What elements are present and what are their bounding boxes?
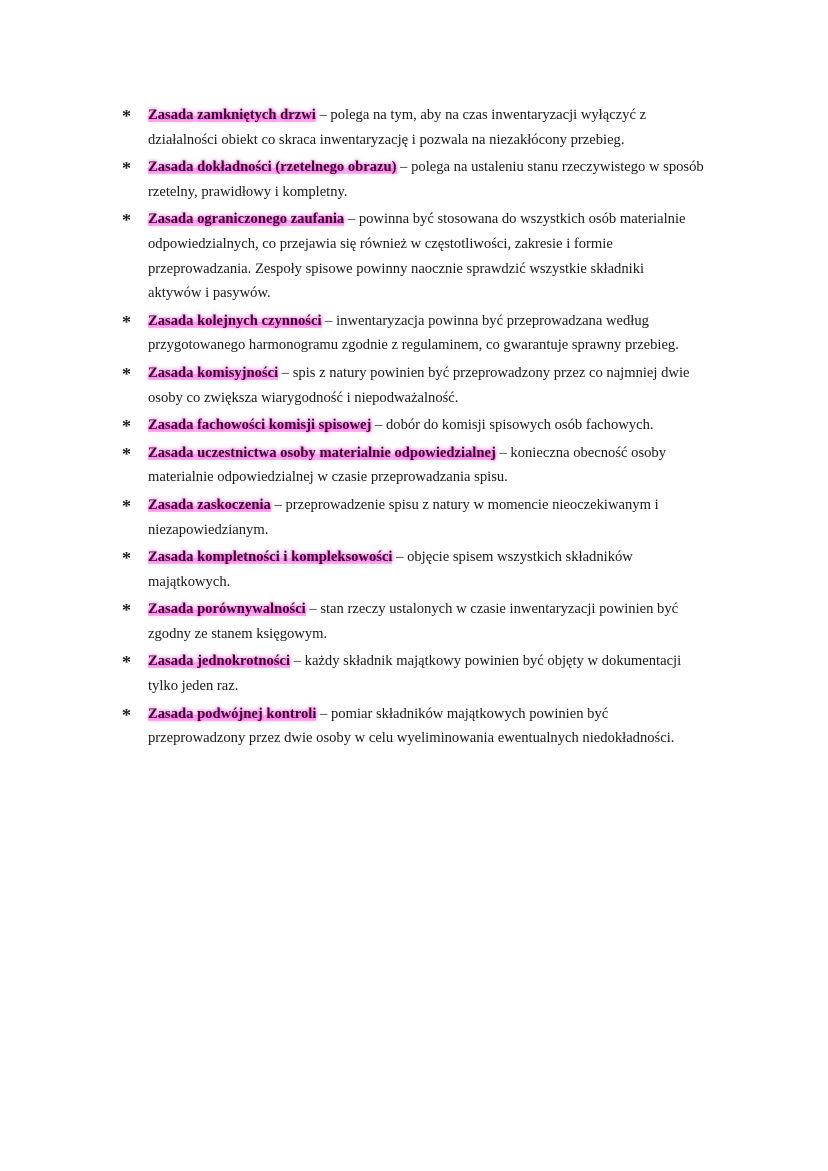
term-description: – przeprowadzenie spisu z natury w momencie nieoczekiwanym i xyxy=(270,496,659,513)
item-first-line xyxy=(148,413,740,438)
highlighted-term: Zasada dokładności (rzetelnego obrazu) xyxy=(148,159,397,176)
asterisk-bullet-icon: * xyxy=(122,363,131,384)
list-item xyxy=(120,702,740,751)
item-first-line xyxy=(148,702,740,727)
description-line: przygotowanego harmonogramu zgodnie z regulaminem, co gwarantuje sprawny przebieg. xyxy=(148,337,679,354)
list-item xyxy=(120,649,740,698)
term-description: – inwentaryzacja powinna być przeprowadzana według xyxy=(321,312,649,329)
asterisk-bullet-icon: * xyxy=(122,158,131,179)
highlighted-term: Zasada zamkniętych drzwi xyxy=(148,107,316,123)
list-item xyxy=(120,207,740,305)
item-first-line xyxy=(148,441,740,466)
item-first-line xyxy=(148,597,740,622)
list-item xyxy=(120,441,740,490)
list-item xyxy=(120,597,740,646)
term-description: – polega na ustaleniu stanu rzeczywistego w sposób xyxy=(396,159,704,176)
description-line: majątkowych. xyxy=(148,573,231,590)
description-line: zgodny ze stanem księgowym. xyxy=(148,625,328,642)
list-item xyxy=(120,155,740,204)
asterisk-bullet-icon: * xyxy=(122,443,131,464)
term-description: – spis z natury powinien być przeprowadzony przez co najmniej dwie xyxy=(278,364,690,381)
item-first-line xyxy=(148,309,740,334)
highlighted-term: Zasada komisyjności xyxy=(148,364,279,381)
highlighted-term: Zasada kolejnych czynności xyxy=(148,312,322,329)
list-item xyxy=(120,309,740,358)
description-line: przeprowadzania. Zespoły spisowe powinny naocznie sprawdzić wszystkie składniki xyxy=(148,260,645,277)
description-line: działalności obiekt co skraca inwentaryzację i pozwala na niezakłócony przebieg. xyxy=(148,131,625,148)
item-first-line xyxy=(148,207,740,232)
list-item xyxy=(120,545,740,594)
highlighted-term: Zasada jednokrotności xyxy=(148,653,291,670)
list-item xyxy=(120,413,740,438)
description-line: niezapowiedzianym. xyxy=(148,521,269,538)
list-item xyxy=(120,103,740,152)
highlighted-term: Zasada zaskoczenia xyxy=(148,496,271,513)
asterisk-bullet-icon: * xyxy=(122,106,131,126)
asterisk-bullet-icon: * xyxy=(122,704,131,725)
term-description: – polega na tym, aby na czas inwentaryzacji wyłączyć z xyxy=(315,107,647,123)
item-first-line xyxy=(148,103,740,128)
item-first-line xyxy=(148,649,740,674)
asterisk-bullet-icon: * xyxy=(122,652,131,673)
description-line: odpowiedzialnych, co przejawia się również w częstotliwości, zakresie i formie xyxy=(148,235,613,252)
highlighted-term: Zasada ograniczonego zaufania xyxy=(148,211,345,228)
asterisk-bullet-icon: * xyxy=(122,210,131,231)
principles-list xyxy=(120,103,740,754)
term-description: – objęcie spisem wszystkich składników xyxy=(392,549,633,566)
term-description: – stan rzeczy ustalonych w czasie inwentaryzacji powinien być xyxy=(305,601,679,618)
term-description: – konieczna obecność osoby xyxy=(495,444,667,461)
list-item xyxy=(120,493,740,542)
term-description: – dobór do komisji spisowych osób fachowych. xyxy=(371,417,654,434)
asterisk-bullet-icon: * xyxy=(122,416,131,437)
highlighted-term: Zasada kompletności i kompleksowości xyxy=(148,549,393,566)
asterisk-bullet-icon: * xyxy=(122,495,131,516)
item-first-line xyxy=(148,545,740,570)
item-first-line xyxy=(148,361,740,386)
term-description: – każdy składnik majątkowy powinien być objęty w dokumentacji xyxy=(290,653,682,670)
description-line: przeprowadzony przez dwie osoby w celu wyeliminowania ewentualnych niedokładności. xyxy=(148,730,675,747)
highlighted-term: Zasada fachowości komisji spisowej xyxy=(148,417,372,434)
highlighted-term: Zasada uczestnictwa osoby materialnie odpowiedzialnej xyxy=(148,444,496,461)
description-line: tylko jeden raz. xyxy=(148,678,239,695)
asterisk-bullet-icon: * xyxy=(122,311,131,332)
asterisk-bullet-icon: * xyxy=(122,548,131,569)
highlighted-term: Zasada porównywalności xyxy=(148,601,306,618)
description-line: rzetelny, prawidłowy i kompletny. xyxy=(148,183,348,200)
list-item xyxy=(120,361,740,410)
description-line: materialnie odpowiedzialnej w czasie przeprowadzania spisu. xyxy=(148,469,508,486)
highlighted-term: Zasada podwójnej kontroli xyxy=(148,705,317,722)
asterisk-bullet-icon: * xyxy=(122,600,131,621)
term-description: – pomiar składników majątkowych powinien być xyxy=(316,705,609,722)
item-first-line xyxy=(148,493,740,518)
item-first-line xyxy=(148,155,740,180)
description-line: osoby co zwiększa wiarygodność i niepodważalność. xyxy=(148,389,459,406)
term-description: – powinna być stosowana do wszystkich osób materialnie xyxy=(344,211,686,228)
description-line: aktywów i pasywów. xyxy=(148,285,271,302)
